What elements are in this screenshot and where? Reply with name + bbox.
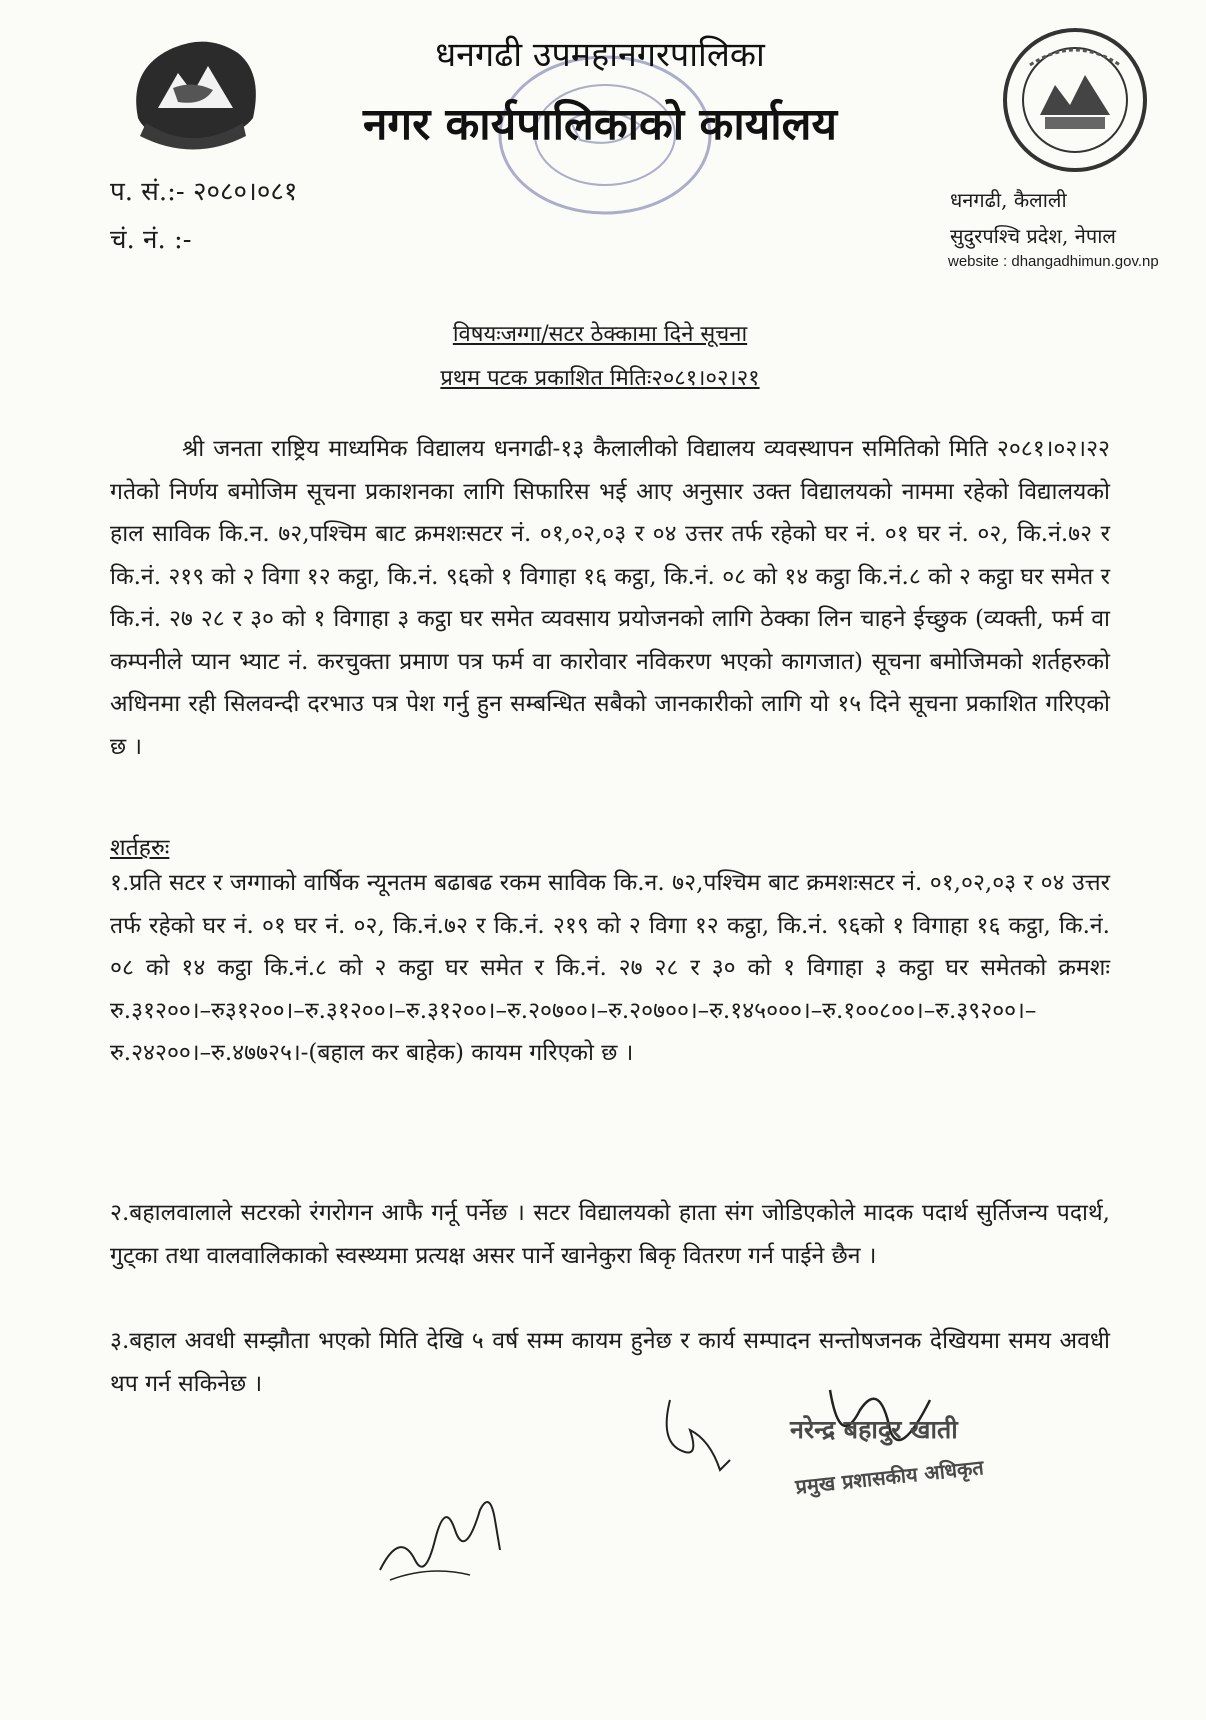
condition-1: १.प्रति सटर र जग्गाको वार्षिक न्यूनतम बढाबढ रकम साविक कि.न. ७२,पश्चिम बाट क्रमशःसटर नं. ०१,०२,०३ र ०४ उत्तर तर्फ रहेको घर नं. ०१ घर नं. ०२, कि.नं.७२ र कि.नं. २१९ को २ विगा १२ कट्ठा, कि.नं. ९६को १ विगाहा १६ कट्ठा, कि.नं. ०८ को १४ कट्ठा कि.नं.८ को २ कट्ठा घर समेत र कि.नं. २७ २८ र ३० को १ विगाहा ३ कट्ठा घर समेतको क्रमशः रु.३१२००।–रु३१२००।–रु.३१२००।–रु.३१२००।–रु.२०७००।–रु.२०७००।–रु.१४५०००।–रु.१००८००।–रु.३९२००।–रु.२४२००।–रु.४७७२५।-(बहाल कर बाहेक) कायम गरिएको छ । (110, 870, 1110, 1066)
condition-2: २.बहालवालाले सटरको रंगरोगन आफै गर्नू पर्नेछ । सटर विद्यालयको हाता संग जोडिएकोले मादक पदार्थ सुर्तिजन्य पदार्थ, गुट्का तथा वालवालिकाको स्वस्थ्यमा प्रत्यक्ष असर पार्ने खानेकुरा बिकृ वितरण गर्न पाईने छैन । (110, 1200, 1110, 1269)
dispatch-number: चं. नं. :- (110, 225, 192, 255)
officer-title-stamp: प्रमुख प्रशासकीय अधिकृत (794, 1455, 985, 1499)
municipality-name: धनगढी उपमहानगरपालिका (435, 35, 765, 75)
conditions-heading: शर्तहरुः (110, 835, 170, 861)
subject-title: विषयःजग्गा/सटर ठेक्कामा दिने सूचना (452, 322, 748, 347)
signature-2-icon (650, 1390, 740, 1490)
intro-paragraph: श्री जनता राष्ट्रिय माध्यमिक विद्यालय धनगढी-१३ कैलालीको विद्यालय व्यवस्थापन समितिको मिति २०८१।०२।२२ गतेको निर्णय बमोजिम सूचना प्रकाशनका लागि सिफारिस भई आए अनुसार उक्त विद्यालयको नाममा रहेको विद्यालयको हाल साविक कि.न. ७२,पश्चिम बाट क्रमशःसटर नं. ०१,०२,०३ र ०४ उत्तर तर्फ रहेको घर नं. ०१ घर नं. ०२, कि.नं.७२ र कि.नं. २१९ को २ विगा १२ कट्ठा, कि.नं. ९६को १ विगाहा १६ कट्ठा, कि.नं. ०८ को १४ कट्ठा कि.नं.८ को २ कट्ठा घर समेत र कि.नं. २७ २८ र ३० को १ विगाहा ३ कट्ठा घर समेत व्यवसाय प्रयोजनको लागि ठेक्का लिन चाहने ईच्छुक (व्यक्ती, फर्म वा कम्पनीले प्यान भ्याट नं. करचुक्ता प्रमाण पत्र फर्म वा कारोवार नविकरण भएको कागजात) सूचना बमोजिमको शर्तहरुको अधिनमा रही सिलवन्दी दरभाउ पत्र पेश गर्नु हुन सम्बन्धित सबैको जानकारीको लागि यो १५ दिने सूचना प्रकाशित गरिएको छ । (110, 436, 1110, 760)
address-province: सुदुरपश्चि प्रदेश, नेपाल (950, 224, 1116, 248)
website: website : dhangadhimun.gov.np (948, 253, 1159, 270)
municipality-seal-icon (1000, 25, 1150, 175)
office-name: नगर कार्यपालिकाको कार्यालय (363, 99, 837, 150)
nepal-emblem-icon (118, 28, 268, 163)
signature-1-icon (370, 1470, 510, 1590)
condition-3: ३.बहाल अवधी सम्झौता भएको मिति देखि ५ वर्ष सम्म कायम हुनेछ र कार्य सम्पादन सन्तोषजनक देखियमा समय अवधी थप गर्न सकिनेछ । (110, 1328, 1110, 1397)
publication-date: प्रथम पटक प्रकाशित मितिः२०८१।०२।२१ (440, 366, 760, 391)
reference-number: प. सं.:- २०८०।०८१ (110, 177, 298, 207)
address-city: धनगढी, कैलाली (950, 188, 1067, 212)
officer-name-stamp: नरेन्द्र बहादुर खाती (790, 1415, 958, 1444)
